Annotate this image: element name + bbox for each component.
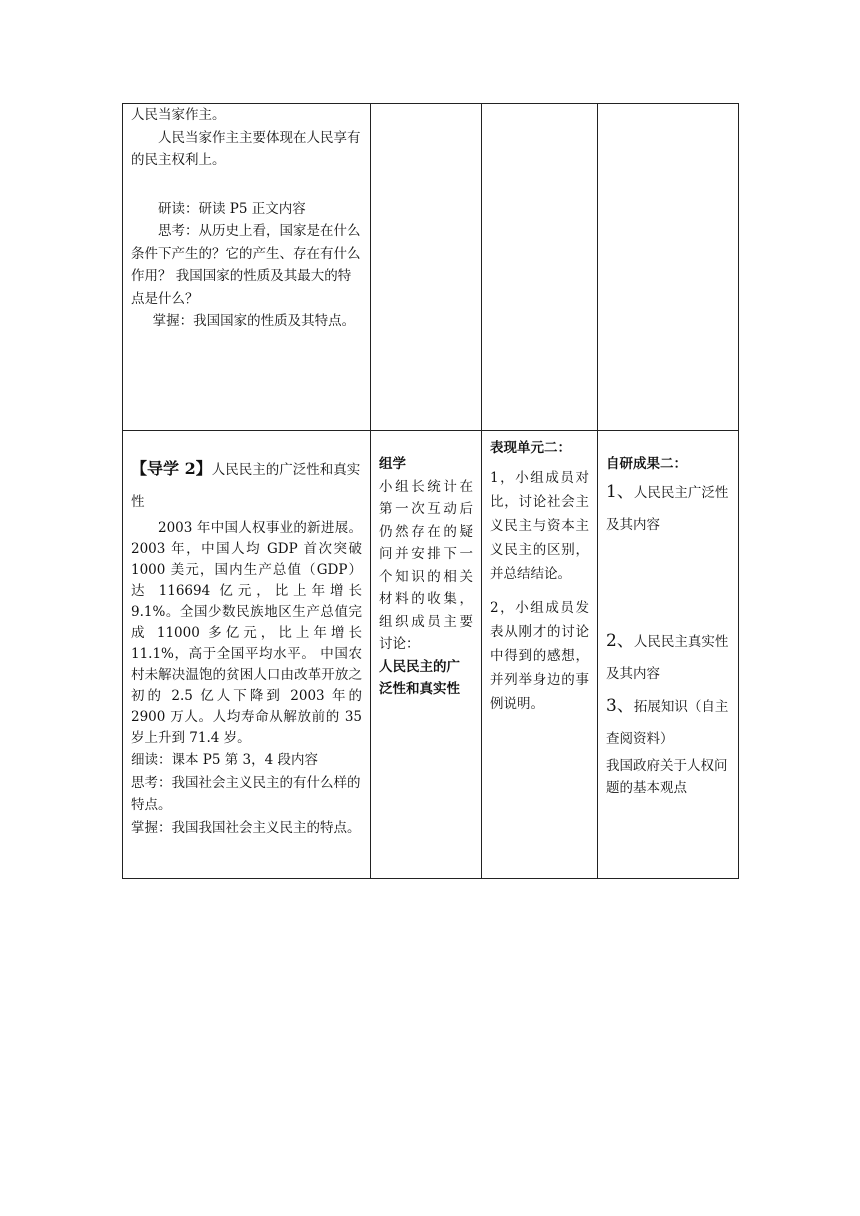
row2-guide-cell [123,431,371,879]
row2-group-cell [371,431,482,879]
row1-result-cell [598,104,739,431]
guide2-tag: 【导学 2】 [131,459,212,478]
guide2-paragraph: 2003 年中国人权事业的新进展。2003 年，中国人均 GDP 首次突破 1000 美元，国内生产总值（GDP）达 116694 亿元，比上年增长 9.1%。全国少数民族地区生产总值完成 11000 多亿元，比上年增长 11.1%，高于全国平均水平。 中国农村未解决温饱的贫困人口由改革开放之初的 2.5 亿人下降到 2003 年的 2900 万人。人均寿命从解放前的 35 岁上升到 71.4 岁。 [131,520,362,746]
table-row [123,104,739,431]
result-item1-text: 人民民主广泛性及其内容 [606,484,729,533]
result-title: 自研成果二： [606,456,687,472]
row1-guide-cell [123,104,371,431]
show-item1: 1，小组成员对比，讨论社会主义民主与资本主义民主的区别，并总结结论。 [490,469,589,582]
table-row [123,431,739,879]
row1-think: 思考：从历史上看，国家是在什么条件下产生的？它的产生、存在有什么作用？ 我国国家的性质及其最大的特点是什么？ [131,223,361,307]
result-item3-text: 拓展知识（自主查阅资料） [606,698,729,747]
guide2-title: 人民民主的广泛性和真实性 [131,462,361,510]
group-topic: 人民民主的广泛性和真实性 [379,658,460,697]
show-title: 表现单元二： [490,440,571,456]
row2-show-cell [482,431,598,879]
row1-show-cell [482,104,598,431]
result-item3 [606,690,730,755]
row1-study: 研读：研读 P5 正文内容 [158,200,306,217]
result-item2-text: 人民民主真实性及其内容 [606,633,729,682]
result-item1-num: 1、 [606,481,634,502]
result-item2-num: 2、 [606,630,634,651]
guide2-think: 思考：我国社会主义民主的有什么样的特点。 [131,774,361,813]
group-text: 小组长统计在第一次互动后仍然存在的疑问并安排下一个知识的相关材料的收集，组织成员主要讨论： [379,478,473,652]
show-item2: 2，小组成员发表从刚才的讨论中得到的感想，并列举身边的事例说明。 [490,599,589,712]
spacer [606,541,730,625]
guide2-master: 掌握：我国我国社会主义民主的特点。 [131,819,361,836]
lesson-table [122,103,739,879]
row1-master: 掌握：我国国家的性质及其特点。 [152,313,356,329]
row1-line2: 人民当家作主主要体现在人民享有的民主权利上。 [131,129,361,168]
row2-result-cell [598,431,739,879]
guide2-heading [131,453,362,518]
spacer [131,172,362,198]
result-item1 [606,476,730,541]
row1-group-cell [371,104,482,431]
result-item3-sub: 我国政府关于人权问题的基本观点 [606,757,728,796]
guide2-read: 细读：课本 P5 第 3，4 段内容 [131,752,319,768]
group-title: 组学 [379,456,406,472]
row1-line1: 人民当家作主。 [131,107,226,123]
result-item3-num: 3、 [606,695,634,716]
result-item2 [606,625,730,690]
